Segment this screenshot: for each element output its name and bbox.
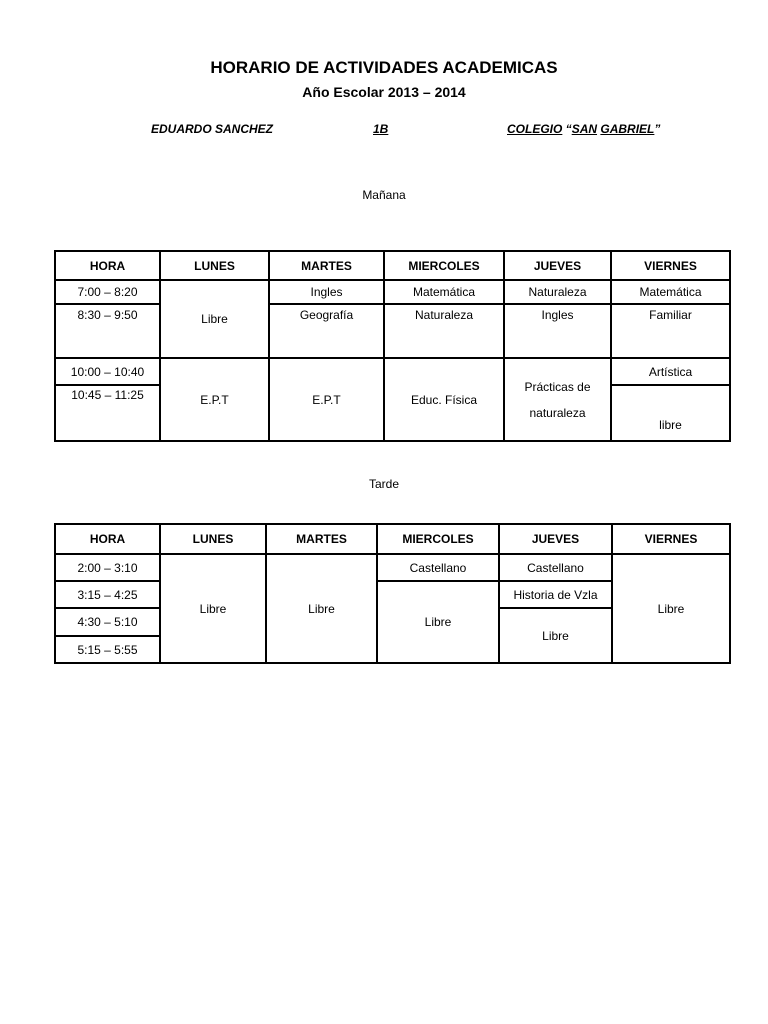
schedule-cell: Matemática [384,280,504,304]
table-header-row [55,524,730,554]
schedule-cell: Libre [160,280,269,358]
column-header-lunes: LUNES [160,524,266,554]
schedule-cell: Artística [611,358,730,385]
morning-label: Mañana [362,188,406,202]
schedule-cell: Libre [612,554,730,663]
column-header-martes: MARTES [266,524,377,554]
schedule-cell: Matemática [611,280,730,304]
column-header-hora: HORA [55,524,160,554]
column-header-hora: HORA [55,251,160,280]
student-name: EDUARDO SANCHEZ [151,122,274,136]
hour-cell: 3:15 – 4:25 [55,581,160,608]
column-header-lunes: LUNES [160,251,269,280]
table-row [55,304,730,358]
school-quote-close: ” [654,122,661,136]
schedule-cell-line: naturaleza [529,405,586,420]
grade-section: 1B [373,122,389,136]
table-row [55,358,730,385]
afternoon-label: Tarde [368,477,400,491]
school-name-part-2: GABRIEL [600,122,655,136]
schedule-cell: Naturaleza [504,280,611,304]
column-header-jueves: JUEVES [499,524,612,554]
schedule-cell: E.P.T [160,358,269,441]
schedule-cell: Familiar [611,304,730,358]
hour-cell: 10:45 – 11:25 [55,385,160,441]
table-header-row [55,251,730,280]
hour-cell: 7:00 – 8:20 [55,280,160,304]
hour-cell: 10:00 – 10:40 [55,358,160,385]
document-title: HORARIO DE ACTIVIDADES ACADEMICAS [210,58,558,77]
column-header-jueves: JUEVES [504,251,611,280]
schedule-cell-line: Prácticas de [524,379,591,394]
hour-cell: 8:30 – 9:50 [55,304,160,358]
column-header-miercoles: MIERCOLES [384,251,504,280]
schedule-cell: Educ. Física [384,358,504,441]
schedule-cell: Castellano [499,554,612,581]
morning-schedule-table [54,250,731,442]
hour-cell: 5:15 – 5:55 [55,636,160,663]
schedule-cell: Ingles [504,304,611,358]
schedule-cell: E.P.T [269,358,384,441]
schedule-cell: Libre [160,554,266,663]
schedule-cell: Libre [377,581,499,663]
afternoon-schedule-table [54,523,731,664]
schedule-cell [504,358,611,441]
schedule-cell: Libre [266,554,377,663]
schedule-cell: libre [611,385,730,441]
table-row [55,280,730,304]
hour-cell: 4:30 – 5:10 [55,608,160,636]
schedule-cell: Naturaleza [384,304,504,358]
school-quote-open: “ [562,122,572,136]
schedule-cell: Geografía [269,304,384,358]
hour-cell: 2:00 – 3:10 [55,554,160,581]
school-prefix: COLEGIO [507,122,563,136]
school-year: Año Escolar 2013 – 2014 [302,84,466,100]
schedule-cell: Libre [499,608,612,663]
column-header-martes: MARTES [269,251,384,280]
school-name-part-1: SAN [571,122,598,136]
table-row [55,554,730,581]
school-name [507,121,660,137]
column-header-viernes: VIERNES [611,251,730,280]
schedule-cell: Castellano [377,554,499,581]
schedule-cell: Ingles [269,280,384,304]
column-header-viernes: VIERNES [612,524,730,554]
schedule-cell: Historia de Vzla [499,581,612,608]
column-header-miercoles: MIERCOLES [377,524,499,554]
